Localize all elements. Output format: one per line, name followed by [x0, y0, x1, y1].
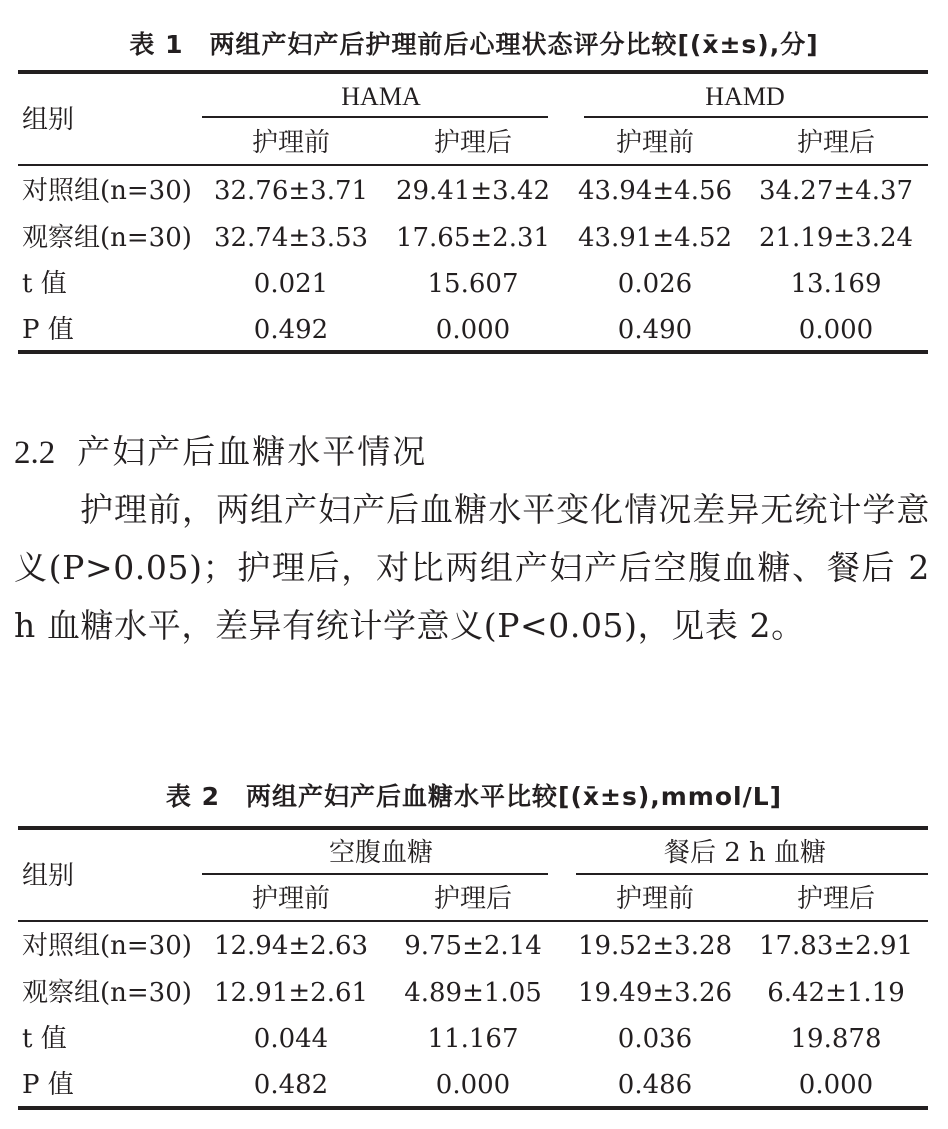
table2-row-label: P 值 [22, 1070, 74, 1100]
table2-cell: 0.044 [253, 1024, 329, 1054]
table1-span-rule-hama [202, 116, 548, 118]
table2-subheader: 护理前 [251, 884, 331, 914]
table1-span-hama: HAMA [341, 82, 421, 111]
table2-caption-text: 两组产妇产后血糖水平比较[(x̄±s),mmol/L] [246, 782, 783, 811]
table2-subheader: 护理后 [796, 884, 876, 914]
table2-cell: 12.91±2.61 [213, 978, 369, 1008]
table2-bottom-rule [18, 1106, 928, 1110]
table2-row-label: 观察组(n=30) [22, 978, 192, 1008]
table1-caption [0, 30, 948, 60]
table1-row-label: P 值 [22, 315, 74, 345]
table1-cell: 17.65±2.31 [395, 223, 551, 253]
table2-span-postprandial: 餐后 2 h 血糖 [663, 838, 827, 868]
table2-row-label: 对照组(n=30) [22, 931, 192, 961]
table1-cell: 0.492 [253, 315, 329, 345]
table2-cell: 4.89±1.05 [404, 978, 542, 1008]
table1-subheader: 护理前 [251, 128, 331, 158]
table1-subheader: 护理前 [615, 128, 695, 158]
table1-cell: 13.169 [790, 269, 882, 299]
table2-cell: 9.75±2.14 [404, 931, 542, 961]
table2-row-label: t 值 [22, 1024, 67, 1054]
table1-cell: 21.19±3.24 [758, 223, 914, 253]
table2-cell: 0.486 [617, 1070, 693, 1100]
table1-span-rule-hamd [584, 116, 928, 118]
table1-caption-text: 两组产妇产后护理前后心理状态评分比较[(x̄±s),分] [209, 30, 819, 59]
table2-cell: 19.49±3.26 [577, 978, 733, 1008]
table1-bottom-rule [18, 350, 928, 354]
table2-cell: 12.94±2.63 [213, 931, 369, 961]
table1-cell: 0.490 [617, 315, 693, 345]
table2-span-fasting: 空腹血糖 [328, 838, 434, 868]
table1-subheader: 护理后 [796, 128, 876, 158]
table1-top-rule [18, 70, 928, 74]
table2-cell: 19.878 [790, 1024, 882, 1054]
table1-cell: 0.000 [798, 315, 874, 345]
table2-subheader: 护理后 [433, 884, 513, 914]
table1-header-rule [18, 164, 928, 166]
table2-cell: 19.52±3.28 [577, 931, 733, 961]
table1-row-label: 观察组(n=30) [22, 223, 192, 253]
table1-row-label: t 值 [22, 269, 67, 299]
table1-cell: 43.91±4.52 [577, 223, 733, 253]
table1-cell: 34.27±4.37 [758, 176, 914, 206]
table2-group-header: 组别 [22, 861, 75, 891]
table2-caption-number: 表 2 [165, 782, 221, 811]
table1-group-header: 组别 [22, 105, 75, 135]
section-number: 2.2 [14, 435, 56, 471]
table1-span-hamd: HAMD [705, 82, 785, 111]
section-heading [14, 432, 427, 473]
table1-cell: 43.94±4.56 [577, 176, 733, 206]
section-paragraph: 护理前，两组产妇产后血糖水平变化情况差异无统计学意义(P>0.05)；护理后，对比两组产妇产后空腹血糖、餐后 2 h 血糖水平，差异有统计学意义(P<0.05)，见表 2。 [14, 490, 930, 645]
table2-cell: 0.000 [798, 1070, 874, 1100]
table1-row-label: 对照组(n=30) [22, 176, 192, 206]
table1-cell: 0.021 [253, 269, 329, 299]
table1-cell: 32.74±3.53 [213, 223, 369, 253]
table2-cell: 11.167 [427, 1024, 519, 1054]
table2-caption [0, 782, 948, 812]
table2-header-rule [18, 920, 928, 922]
table2-top-rule [18, 826, 928, 830]
table2-cell: 0.036 [617, 1024, 693, 1054]
table2-cell: 6.42±1.19 [767, 978, 905, 1008]
table2-span-rule-postprandial [576, 873, 928, 875]
section-title: 产妇产后血糖水平情况 [77, 432, 428, 471]
table2-cell: 17.83±2.91 [758, 931, 914, 961]
table1-cell: 0.026 [617, 269, 693, 299]
table1-subheader: 护理后 [433, 128, 513, 158]
table2-cell: 0.482 [253, 1070, 329, 1100]
table1-caption-number: 表 1 [129, 30, 184, 59]
table2-cell: 0.000 [435, 1070, 511, 1100]
table1-cell: 32.76±3.71 [213, 176, 369, 206]
table1-cell: 0.000 [435, 315, 511, 345]
table1-cell: 15.607 [427, 269, 519, 299]
table2-span-rule-fasting [202, 873, 548, 875]
table1-cell: 29.41±3.42 [395, 176, 551, 206]
table2-subheader: 护理前 [615, 884, 695, 914]
